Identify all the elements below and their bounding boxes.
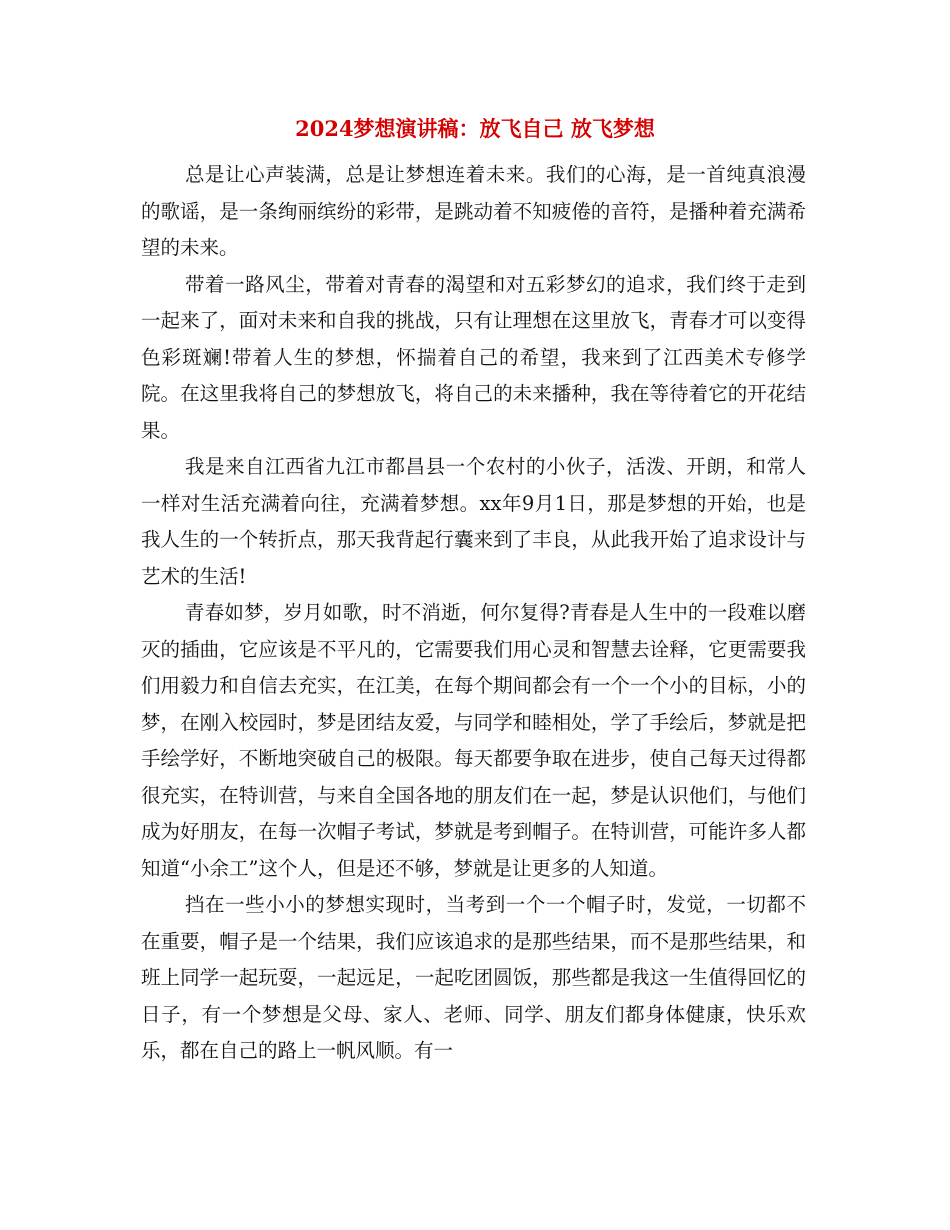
paragraph-1: 总是让心声装满，总是让梦想连着未来。我们的心海，是一首纯真浪漫的歌谣，是一条绚丽缤纷的彩带，是跳动着不知疲倦的音符，是播种着充满希望的未来。: [141, 163, 806, 259]
paragraph-2: 带着一路风尘，带着对青春的渴望和对五彩梦幻的追求，我们终于走到一起来了，面对未来和自我的挑战，只有让理想在这里放飞，青春才可以变得色彩斑斓!带着人生的梦想，怀揣着自己的希望，我来到了江西美术专修学院。在这里我将自己的梦想放飞，将自己的未来播种，我在等待着它的开花结果。: [141, 272, 806, 442]
paragraph-3: 我是来自江西省九江市都昌县一个农村的小伙子，活泼、开朗，和常人一样对生活充满着向往，充满着梦想。xx年9月1日，那是梦想的开始，也是我人生的一个转折点，那天我背起行囊来到了丰良，从此我开始了追求设计与艺术的生活!: [141, 455, 806, 588]
document-title: 2024梦想演讲稿：放飞自己 放飞梦想: [295, 116, 655, 141]
paragraph-5: 挡在一些小小的梦想实现时，当考到一个一个帽子时，发觉，一切都不在重要，帽子是一个结果，我们应该追求的是那些结果，而不是那些结果，和班上同学一起玩耍，一起远足，一起吃团圆饭，那些都是我这一生值得回忆的日子，有一个梦想是父母、家人、老师、同学、朋友们都身体健康，快乐欢乐，都在自己的路上一帆风顺。有一: [141, 893, 806, 1062]
paragraph-4: 青春如梦，岁月如歌，时不消逝，何尔复得?青春是人生中的一段难以磨灭的插曲，它应该是不平凡的，它需要我们用心灵和智慧去诠释，它更需要我们用毅力和自信去充实，在江美，在每个期间都会有一个一个小的目标，小的梦，在刚入校园时，梦是团结友爱，与同学和睦相处，学了手绘后，梦就是把手绘学好，不断地突破自己的极限。每天都要争取在进步，使自己每天过得都很充实，在特训营，与来自全国各地的朋友们在一起，梦是认识他们，与他们成为好朋友，在每一次帽子考试，梦就是考到帽子。在特训营，可能许多人都知道“小余工”这个人，但是还不够，梦就是让更多的人知道。: [141, 601, 806, 880]
document-body: [141, 157, 806, 1070]
